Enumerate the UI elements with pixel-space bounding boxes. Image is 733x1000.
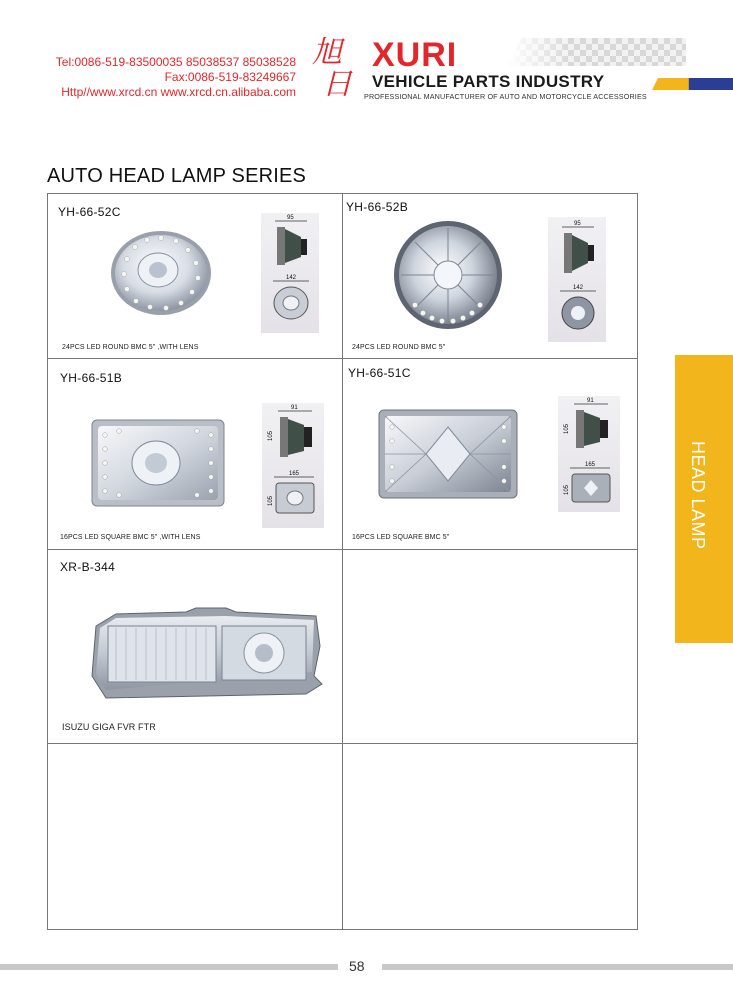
section-title: AUTO HEAD LAMP SERIES bbox=[47, 165, 307, 187]
dim-height: 105 bbox=[564, 423, 570, 434]
product-code: YH-66-51C bbox=[348, 366, 411, 380]
empty-cell bbox=[343, 744, 637, 929]
dim-height-front: 105 bbox=[564, 484, 570, 495]
product-cell-yh-66-52b bbox=[343, 194, 637, 359]
round-lamp-with-lens-photo bbox=[106, 228, 216, 318]
contact-tel: Tel:0086-519-83500035 85038537 85038528 bbox=[55, 55, 296, 69]
dim-width: 142 bbox=[573, 285, 584, 291]
accent-bar bbox=[652, 78, 733, 90]
dim-depth: 95 bbox=[574, 221, 581, 227]
product-cell-yh-66-51b bbox=[48, 359, 343, 550]
product-description: 16PCS LED SQUARE BMC 5" bbox=[352, 534, 450, 541]
product-description: 16PCS LED SQUARE BMC 5" ,WITH LENS bbox=[60, 534, 201, 541]
company-name: VEHICLE PARTS INDUSTRY bbox=[372, 72, 605, 91]
product-code: YH-66-52C bbox=[58, 205, 121, 219]
company-tagline: PROFESSIONAL MANUFACTURER OF AUTO AND MOTORCYCLE ACCESSORIES bbox=[364, 92, 647, 101]
product-description: 24PCS LED ROUND BMC 5" ,WITH LENS bbox=[62, 344, 199, 351]
dim-depth: 91 bbox=[291, 405, 298, 411]
category-side-tab bbox=[675, 355, 733, 643]
dimension-drawing bbox=[558, 396, 620, 512]
logo-char-ri: 日 bbox=[322, 67, 352, 100]
empty-cell bbox=[48, 744, 343, 929]
product-code: YH-66-51B bbox=[60, 371, 123, 385]
checker-decoration bbox=[508, 38, 686, 66]
dim-height: 105 bbox=[268, 430, 274, 441]
contact-block bbox=[56, 55, 296, 100]
product-code: YH-66-52B bbox=[346, 200, 409, 214]
dim-width: 165 bbox=[289, 471, 300, 477]
dim-width: 165 bbox=[585, 462, 596, 468]
empty-cell bbox=[343, 550, 637, 744]
page-number: 58 bbox=[349, 958, 365, 974]
logo-char-xu: 旭 bbox=[312, 35, 342, 70]
square-lamp-with-lens-photo bbox=[91, 419, 225, 507]
product-description: ISUZU GIGA FVR FTR bbox=[62, 722, 156, 732]
dim-height-front: 105 bbox=[268, 495, 274, 506]
dimension-drawing bbox=[261, 213, 319, 333]
xuri-logo-mark bbox=[308, 30, 364, 100]
product-cell-yh-66-51c bbox=[343, 359, 637, 550]
footer-rule-right bbox=[382, 964, 733, 970]
product-cell-yh-66-52c bbox=[48, 194, 343, 359]
footer-rule-left bbox=[0, 964, 338, 970]
round-lamp-crystal-photo bbox=[393, 218, 503, 333]
dimension-drawing bbox=[262, 403, 324, 528]
dim-width: 142 bbox=[286, 275, 297, 281]
product-description: 24PCS LED ROUND BMC 5" bbox=[352, 344, 446, 351]
dim-depth: 91 bbox=[587, 398, 594, 404]
contact-fax: Fax:0086-519-83249667 bbox=[164, 70, 296, 84]
product-cell-xr-b-344 bbox=[48, 550, 343, 744]
dimension-drawing bbox=[548, 217, 606, 342]
category-label: HEAD LAMP bbox=[688, 441, 708, 550]
dim-depth: 95 bbox=[287, 215, 294, 221]
truck-headlamp-photo bbox=[86, 606, 324, 706]
brand-name: XURI bbox=[372, 36, 458, 74]
contact-web: Http//www.xrcd.cn www.xrcd.cn.alibaba.com bbox=[61, 85, 296, 99]
product-code: XR-B-344 bbox=[60, 560, 116, 574]
product-grid bbox=[47, 193, 638, 930]
square-lamp-crystal-photo bbox=[378, 409, 518, 499]
